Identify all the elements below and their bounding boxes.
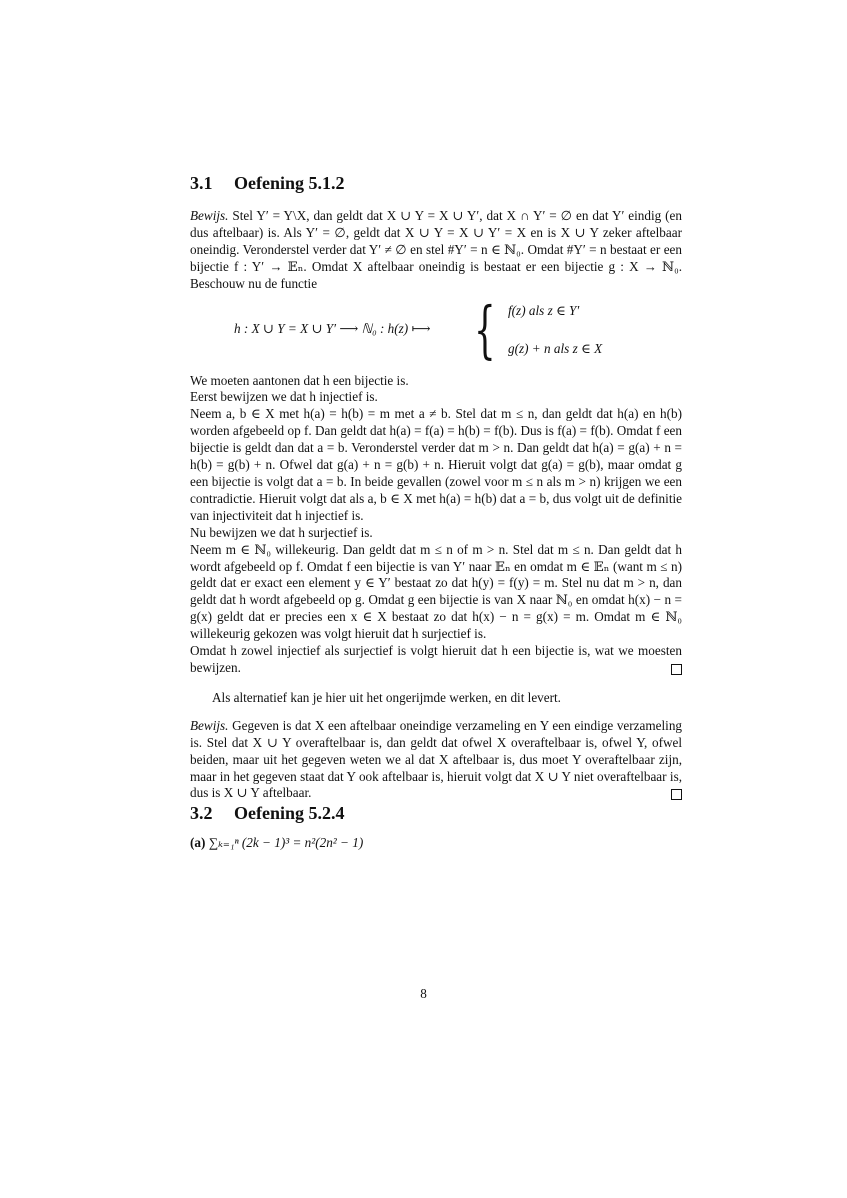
part-label: (a) bbox=[190, 835, 206, 851]
formula-case-2: g(z) + n als z ∈ X bbox=[508, 340, 603, 356]
section-title: Oefening 5.1.2 bbox=[234, 173, 345, 193]
part-a bbox=[190, 834, 682, 851]
proof-line: Eerst bewijzen we dat h injectief is. bbox=[190, 389, 378, 405]
section-heading-3-1 bbox=[190, 172, 682, 194]
alternative-remark: Als alternatief kan je hier uit het ongerijmde werken, en dit levert. bbox=[212, 689, 561, 705]
qed-box-icon bbox=[671, 664, 682, 675]
proof-intro-text: Stel Y′ = Y\X, dan geldt dat X ∪ Y = X ∪ Y′, dat X ∩ Y′ = ∅ en dat Y′ eindig (en dus aftelbaar) is. Als Y′ = ∅, geldt dat X ∪ Y = X ∪ Y′ = X en is X ∪ Y zeker aftelbaar oneindig. Veronderstel verder dat Y′ ≠ ∅ en stel #Y′ = n ∈ ℕ₀. Omdat #Y′ = n bestaat er een bijectie f : Y′ → 𝔼ₙ. Omdat X aftelbaar oneindig is bestaat er een bijectie g : X → ℕ₀. Beschouw nu de functie bbox=[190, 208, 682, 291]
section-heading-3-2 bbox=[190, 802, 682, 824]
part-formula: ∑ₖ₌₁ⁿ (2k − 1)³ = n²(2n² − 1) bbox=[208, 835, 364, 851]
proof-body bbox=[190, 373, 682, 677]
formula-case-1: f(z) als z ∈ Y′ bbox=[508, 302, 580, 318]
page-content bbox=[190, 172, 682, 851]
section-number: 3.2 bbox=[190, 803, 213, 824]
proof-line: Nu bewijzen we dat h surjectief is. bbox=[190, 524, 373, 540]
proof-2-label: Bewijs. bbox=[190, 717, 229, 733]
proof-conclusion: Omdat h zowel injectief als surjectief is volgt hieruit dat h een bijectie is, wat we moesten bewijzen. bbox=[190, 643, 682, 675]
qed-box-icon bbox=[671, 789, 682, 800]
proof-line: Neem m ∈ ℕ₀ willekeurig. Dan geldt dat m ≤ n of m > n. Stel dat m ≤ n. Dan geldt dat h wordt afgebeeld op f. Omdat f een bijectie is van Y′ naar 𝔼ₙ en omdat m ∈ 𝔼ₙ (want m ≤ n) geldt dat er exact een element y ∈ Y′ bestaat zo dat h(y) = f(y) = m. Stel nu dat m > n, dan geldt dat h wordt afgebeeld op g. Omdat g een bijectie is van X naar ℕ₀ en omdat h(x) − n = g(x) geldt dat er precies een x ∈ X bestaat zo dat h(x) − n = g(x) = m. Omdat m ∈ ℕ₀ willekeurig gekozen was volgt hieruit dat h surjectief is. bbox=[190, 541, 682, 642]
section-number: 3.1 bbox=[190, 173, 213, 193]
page-number: 8 bbox=[420, 986, 427, 1001]
piecewise-formula bbox=[190, 292, 682, 366]
proof-line: We moeten aantonen dat h een bijectie is. bbox=[190, 372, 409, 388]
proof-2 bbox=[190, 718, 682, 803]
formula-brace: { bbox=[474, 292, 496, 366]
proof-line-final bbox=[190, 643, 682, 677]
proof-intro bbox=[190, 208, 682, 293]
proof-line: Neem a, b ∈ X met h(a) = h(b) = m met a ≠ b. Stel dat m ≤ n, dan geldt dat h(a) en h(b) worden afgebeeld op f. Dan geldt dat h(a) = f(a) = h(b) = f(b). Dus is f(a) = f(b). Omdat f een bijectie is geldt dan dat a = b. Veronderstel verder dat m > n. Dan geldt dat h(a) = g(a) + n = h(b) = g(b) + n. Ofwel dat g(a) + n = g(b) + n. Hieruit volgt dat g(a) = g(b), maar omdat g een bijectie is volgt dat a = b. In beide gevallen (zowel voor m ≤ n als m > n) krijgen we een contradictie. Hieruit volgt dat als a, b ∈ X met h(a) = h(b) dat a = b, dus volgt uit de definitie van injectiviteit dat h injectief is. bbox=[190, 406, 682, 523]
section-title: Oefening 5.2.4 bbox=[234, 803, 345, 824]
proof-2-text: Gegeven is dat X een aftelbaar oneindige verzameling en Y een eindige verzameling is. Stel dat X ∪ Y overaftelbaar is, dan geldt dat ofwel X overaftelbaar is, ofwel Y, ofwel beiden, maar uit het gegeven weten we al dat X aftelbaar is, dus moet Y overaftelbaar zijn, maar in het gegeven staat dat Y ook aftelbaar is, hieruit volgt dat X ∪ Y niet overaftelbaar is, dus is X ∪ Y aftelbaar. bbox=[190, 717, 683, 801]
proof-label: Bewijs. bbox=[190, 208, 229, 223]
formula-lhs: h : X ∪ Y = X ∪ Y′ ⟶ ℕ₀ : h(z) ⟼ bbox=[234, 320, 431, 336]
